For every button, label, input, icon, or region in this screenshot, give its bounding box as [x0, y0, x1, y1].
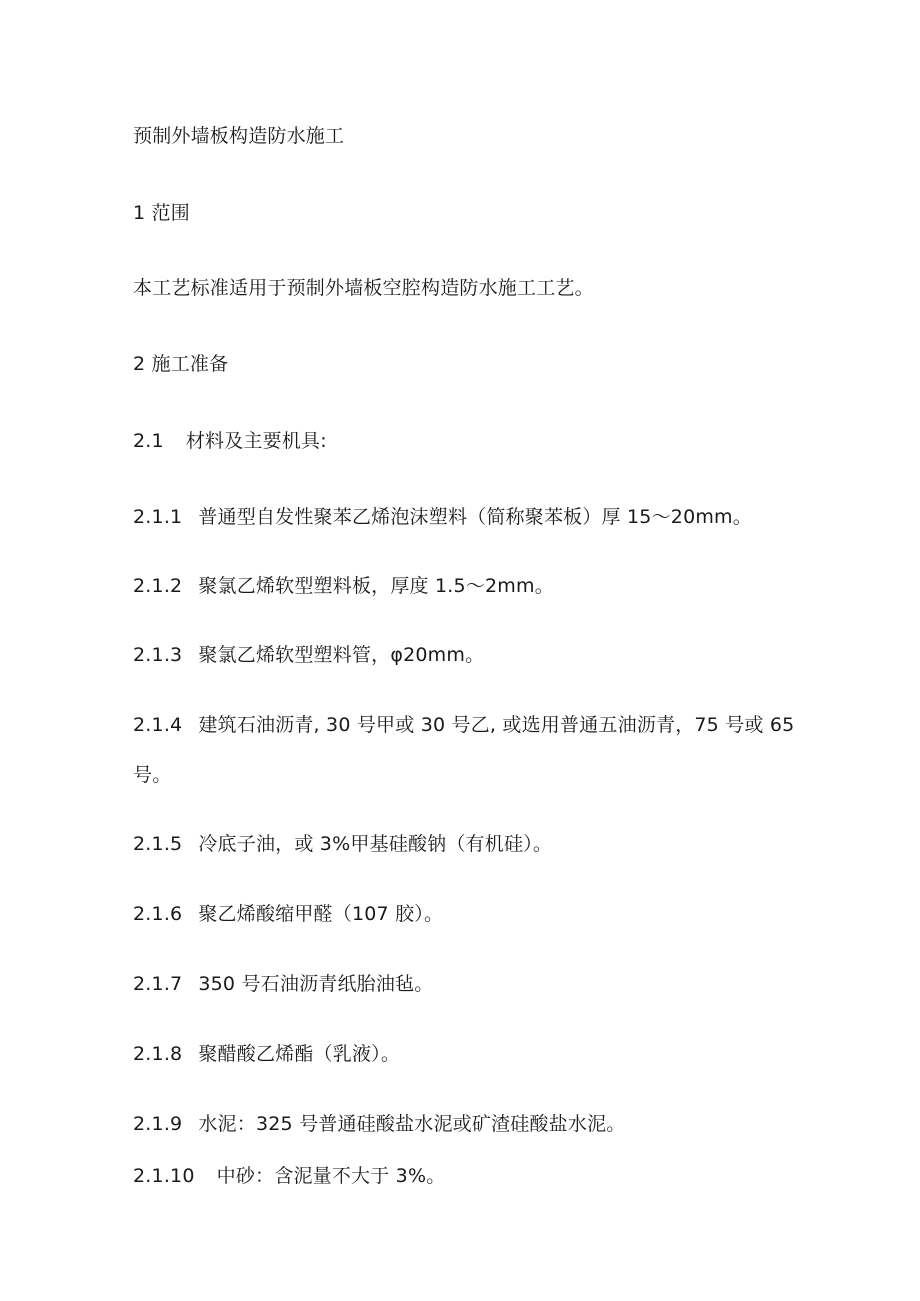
item-text: 聚氯乙烯软型塑料管，φ20mm。 [198, 644, 485, 666]
item-number: 2.1.6 [133, 903, 183, 925]
item-number: 2.1.1 [133, 506, 183, 528]
list-item-2-1-2 [133, 574, 554, 598]
item-text: 350 号石油沥青纸胎油毡。 [198, 973, 434, 995]
item-text: 建筑石油沥青, 30 号甲或 30 号乙, 或选用普通五油沥青，75 号或 65 号。 [133, 714, 795, 786]
subsection-2-1 [133, 429, 327, 453]
item-number: 2.1.9 [133, 1113, 183, 1135]
item-text: 材料及主要机具: [185, 430, 327, 452]
section-2-heading: 2 施工准备 [133, 353, 229, 375]
item-text: 聚氯乙烯软型塑料板，厚度 1.5～2mm。 [198, 575, 554, 597]
item-text: 聚醋酸乙烯酯（乳液）。 [198, 1043, 401, 1065]
list-item-2-1-8 [133, 1042, 400, 1066]
list-item-2-1-6 [133, 902, 443, 926]
item-number: 2.1.7 [133, 973, 183, 995]
list-item-2-1-3 [133, 643, 484, 667]
list-item-2-1-1 [133, 505, 752, 529]
document-title: 预制外墙板构造防水施工 [133, 125, 345, 147]
item-number: 2.1.10 [133, 1165, 195, 1187]
item-number: 2.1 [133, 430, 164, 452]
section-1-heading: 1 范围 [133, 202, 190, 224]
item-number: 2.1.8 [133, 1043, 183, 1065]
list-item-2-1-7 [133, 972, 433, 996]
list-item-2-1-9 [133, 1112, 625, 1136]
item-number: 2.1.2 [133, 575, 183, 597]
item-text: 冷底子油，或 3%甲基硅酸钠（有机硅）。 [198, 833, 553, 855]
item-number: 2.1.5 [133, 833, 183, 855]
item-text: 中砂：含泥量不大于 3%。 [216, 1165, 446, 1187]
list-item-2-1-4 [133, 700, 803, 800]
item-text: 水泥：325 号普通硅酸盐水泥或矿渣硅酸盐水泥。 [198, 1113, 626, 1135]
item-number: 2.1.3 [133, 644, 183, 666]
item-text: 聚乙烯酸缩甲醛（107 胶）。 [198, 903, 444, 925]
list-item-2-1-5 [133, 832, 552, 856]
item-number: 2.1.4 [133, 714, 183, 736]
item-text: 普通型自发性聚苯乙烯泡沫塑料（简称聚苯板）厚 15～20mm。 [198, 506, 752, 528]
section-1-paragraph: 本工艺标准适用于预制外墙板空腔构造防水施工工艺。 [133, 277, 594, 299]
list-item-2-1-10 [133, 1164, 445, 1188]
